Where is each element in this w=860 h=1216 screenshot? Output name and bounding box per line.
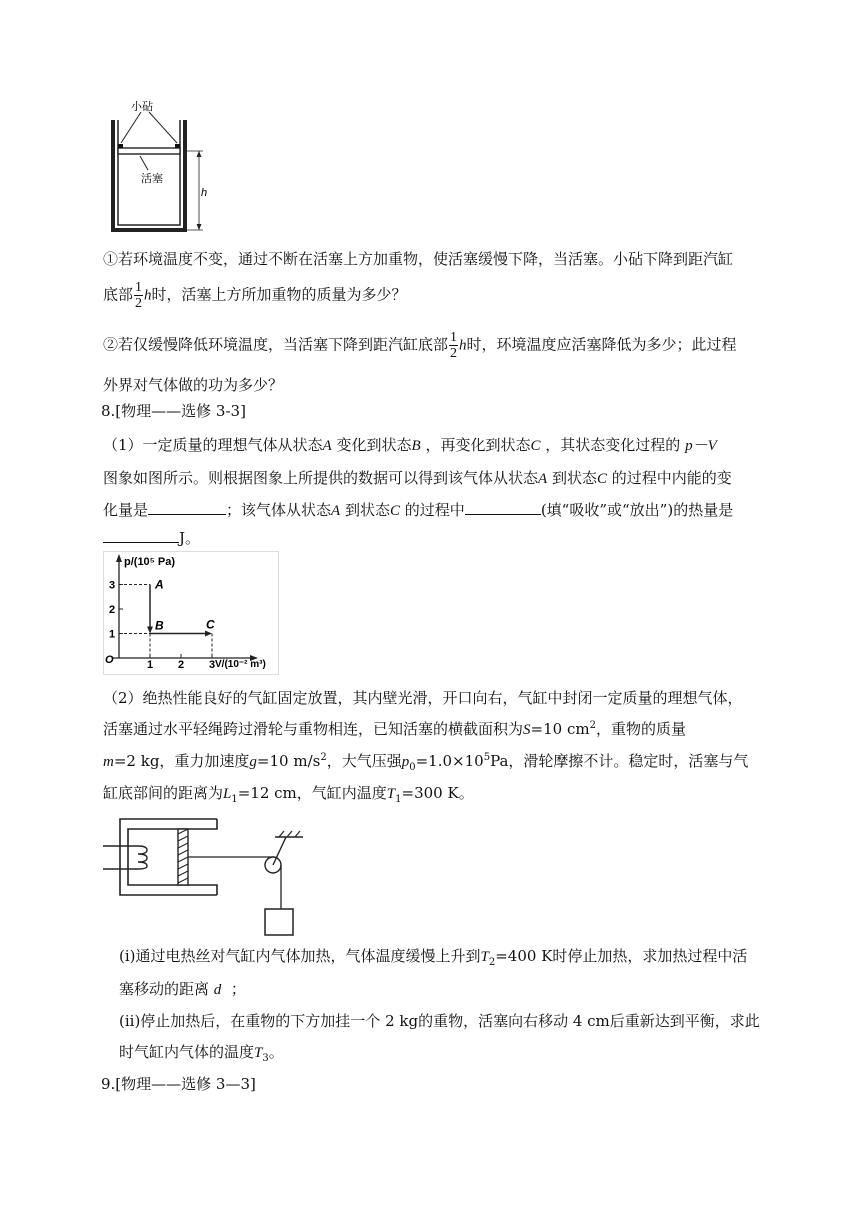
q7-part1-line1: ①若环境温度不变，通过不断在活塞上方加重物，使活塞缓慢下降，当活塞。小砧下降到距汽缸 xyxy=(103,250,734,268)
x-tick-label-2: 2 xyxy=(178,659,185,671)
y-tick-label-2: 2 xyxy=(109,604,116,616)
q8-p2-line1: （2）绝热性能良好的气缸固定放置，其内壁光滑，开口向右，气缸中封闭一定质量的理想气体， xyxy=(103,689,743,707)
pebble-right xyxy=(175,144,180,148)
origin-label: O xyxy=(105,654,114,666)
q8-header: 8.[物理——选修 3-3] xyxy=(101,402,246,420)
q8-p1-line2: 图象如图所示。则根据图象上所提供的数据可以得到该气体从状态A 到状态C 的过程中内能的变 xyxy=(103,469,732,487)
x-tick-label-1: 1 xyxy=(147,659,154,671)
q8-p2-line4: 缸底部间的距离为$L_1=12$ cm，气缸内温度$T_1=300$ K。 xyxy=(103,784,474,805)
q8-sub-i-line2: 塞移动的距离 d ； xyxy=(119,980,246,998)
answer-blank-2[interactable] xyxy=(465,500,541,515)
x-axis-label: V/(10⁻² m³) xyxy=(215,659,266,670)
pebble-left xyxy=(118,144,123,148)
cylinder-pulley-figure xyxy=(103,812,313,940)
pv-graph xyxy=(103,551,279,675)
q7-part2-line2: 外界对气体做的功为多少？ xyxy=(103,376,284,394)
y-tick-label-3: 3 xyxy=(109,579,116,592)
arrow-A-B xyxy=(147,627,153,634)
q8-sub-ii-line1: (ii)停止加热后，在重物的下方加挂一个 2 kg的重物，活塞向右移动 4 cm后重新达到平衡，求此 xyxy=(119,1012,760,1030)
cylinder-figure xyxy=(103,98,213,236)
point-label-A: A xyxy=(155,577,164,592)
weight-block xyxy=(265,909,293,935)
x-tick-label-3: 3 xyxy=(209,659,216,671)
answer-blank-3[interactable] xyxy=(103,528,179,543)
q8-p2-line3: m=2 kg，重力加速度g=10 $m/s^2$，大气压强$p_0=1.0\times 10^5Pa$，滑轮摩擦不计。稳定时，活塞与气 xyxy=(103,752,749,773)
q8-p1-line1: （1）一定质量的理想气体从状态A 变化到状态B ，再变化到状态C ，其状态变化过程的 p－V xyxy=(103,436,717,454)
label-piston: 活塞 xyxy=(141,173,163,185)
q7-part1-line2: 底部 $\frac{1}{2}$ h时，活塞上方所加重物的质量为多少？ xyxy=(103,280,407,311)
piston xyxy=(178,829,188,885)
q7-part2-line1: ②若仅缓慢降低环境温度，当活塞下降到距汽缸底部 $\frac{1}{2}$ h时，环境温度应活塞降低为多少；此过程 xyxy=(103,330,737,361)
q8-p1-line3: 化量是 ；该气体从状态A 到状态C 的过程中 (填“吸收”或“放出”)的热量是 xyxy=(103,501,734,519)
point-label-B: B xyxy=(155,618,164,633)
q8-sub-i-line1: (i)通过电热丝对气缸内气体加热，气体温度缓慢上升到$T_2=400$ K时停止加热，求加热过程中活 xyxy=(119,947,748,968)
label-h: h xyxy=(201,187,208,199)
q8-p1-line4: J。 xyxy=(103,527,200,548)
y-tick-label-1: 1 xyxy=(109,628,116,641)
q8-sub-ii-line2: 时气缸内气体的温度$T_3$。 xyxy=(119,1043,284,1064)
q9-header: 9.[物理——选修 3—3] xyxy=(101,1075,256,1093)
point-label-C: C xyxy=(206,617,215,632)
label-pebble: 小砧 xyxy=(131,101,153,113)
fraction-half: $\frac{1}{2}$ xyxy=(135,280,143,311)
q8-p2-line2: 活塞通过水平轻绳跨过滑轮与重物相连，已知活塞的横截面积为S=10 $cm^2$，重物的质量 xyxy=(103,720,686,738)
answer-blank-1[interactable] xyxy=(148,500,226,515)
heating-coil xyxy=(138,846,147,869)
y-axis-label: p/(10⁵ Pa) xyxy=(124,556,176,568)
